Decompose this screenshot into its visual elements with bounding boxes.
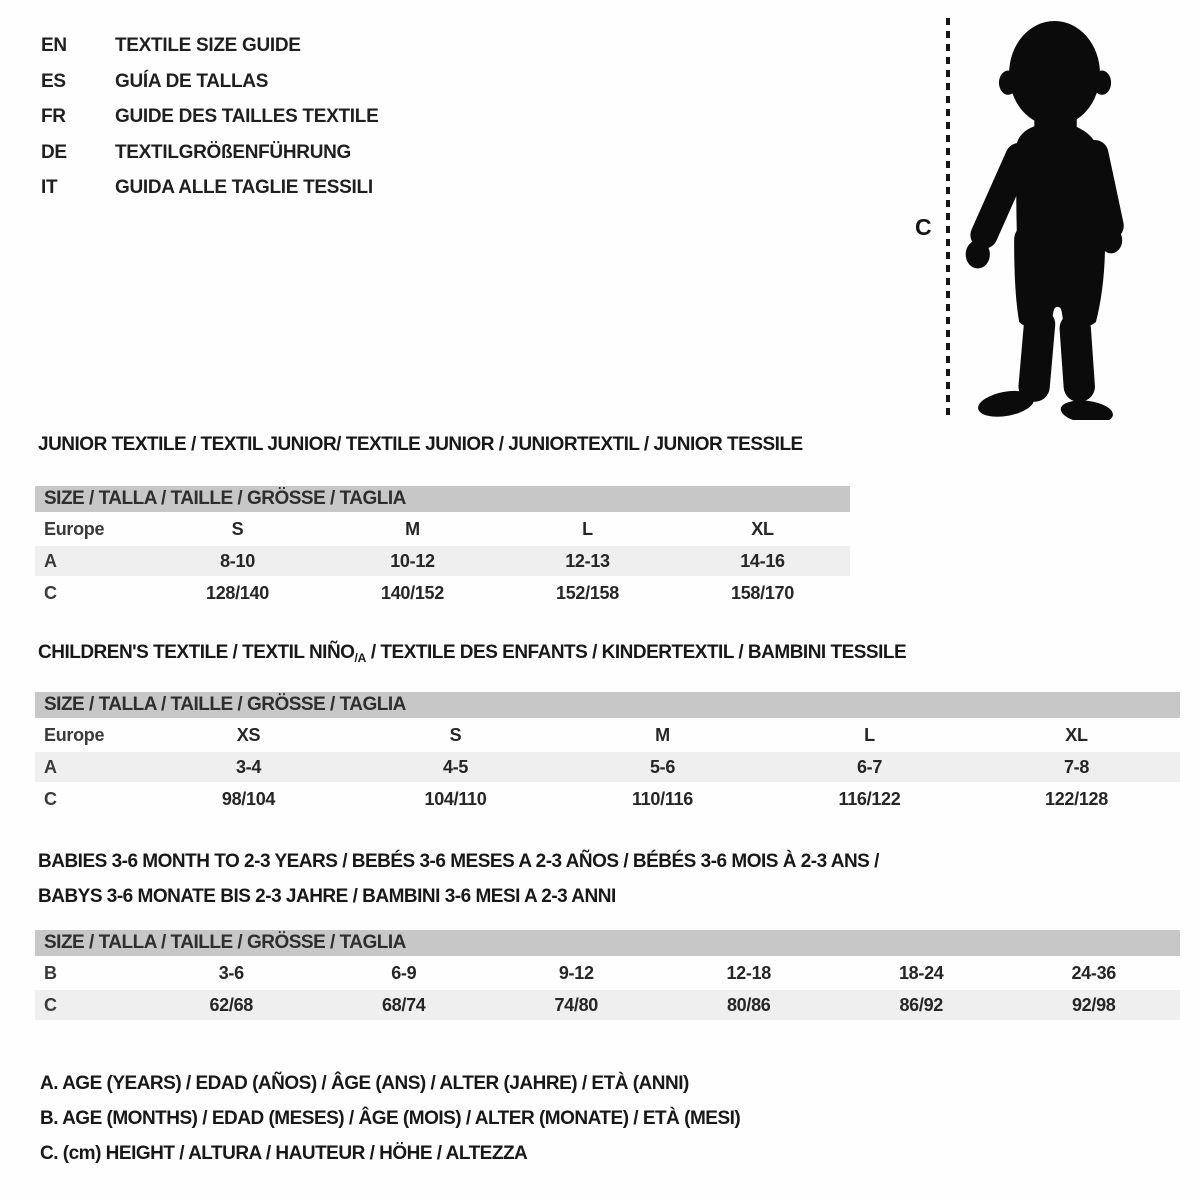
size-cell: S [449,724,462,745]
size-cell: 6-9 [391,962,417,983]
size-cell: 110/116 [632,788,693,809]
language-title: TEXTILGRÖßENFÜHRUNG [115,141,352,163]
legend-line-c: C. (cm) HEIGHT / ALTURA / HAUTEUR / HÖHE / ALTEZZA [40,1143,528,1164]
size-cell: 7-8 [1063,756,1090,777]
children-section-title [38,642,906,664]
language-title-list [41,28,378,206]
size-cell: 10-12 [390,550,435,571]
size-cell: 158/170 [731,582,794,603]
table-row [35,958,1180,988]
row-label: Europe [44,724,105,745]
row-label: C [44,994,57,1015]
size-header-label: SIZE / TALLA / TAILLE / GRÖSSE / TAGLIA [44,488,406,509]
children-title-sub: /A [354,651,367,665]
size-header-bar [35,486,850,512]
size-cell: XL [1065,724,1088,745]
language-title: GUÍA DE TALLAS [115,70,269,92]
language-title: TEXTILE SIZE GUIDE [115,35,301,56]
language-code: FR [41,106,66,127]
size-cell: L [582,518,593,539]
size-cell: M [655,724,670,745]
babies-section-title-line2: BABYS 3-6 MONATE BIS 2-3 JAHRE / BAMBINI 3-6 MESI A 2-3 ANNI [38,886,616,907]
row-label: A [44,756,57,777]
size-cell: 122/128 [1045,788,1108,809]
row-label: C [44,582,57,603]
language-row-es [41,64,378,100]
language-row-de [41,135,378,171]
baby-silhouette [962,16,1142,420]
children-size-table [35,692,1180,814]
language-row-fr [41,99,378,135]
size-cell: S [231,518,244,539]
row-label: A [44,550,57,571]
size-cell: 68/74 [381,994,426,1015]
size-header-bar [35,692,1180,718]
size-cell: 12-18 [726,962,772,983]
table-row [35,990,1180,1020]
size-cell: XS [236,724,261,745]
size-cell: XL [751,518,774,539]
size-cell: 6-7 [856,756,883,777]
size-cell: 62/68 [209,994,254,1015]
babies-size-table [35,930,1180,1020]
size-cell: 3-4 [235,756,262,777]
row-label: C [44,788,57,809]
height-measure-dashed-line [946,18,950,416]
size-cell: 116/122 [838,788,901,809]
measurement-legend [40,1066,740,1171]
size-header-label: SIZE / TALLA / TAILLE / GRÖSSE / TAGLIA [44,694,406,715]
children-title-post: / TEXTILE DES ENFANTS / KINDERTEXTIL / BAMBINI TESSILE [366,642,907,663]
height-measure-label: C [915,214,932,240]
size-cell: 24-36 [1071,962,1117,983]
size-cell: 92/98 [1071,994,1116,1015]
babies-section-title-line1: BABIES 3-6 MONTH TO 2-3 YEARS / BEBÉS 3-6 MESES A 2-3 AÑOS / BÉBÉS 3-6 MOIS À 2-3 ANS / [38,851,879,872]
size-cell: 80/86 [726,994,771,1015]
size-cell: 18-24 [898,962,944,983]
language-title: GUIDE DES TAILLES TEXTILE [115,106,379,127]
size-cell: 4-5 [442,756,469,777]
size-cell: 140/152 [381,582,444,603]
table-row [35,578,850,608]
size-cell: L [864,724,875,745]
language-code: EN [41,35,67,56]
table-row [35,546,850,576]
junior-section-title: JUNIOR TEXTILE / TEXTIL JUNIOR/ TEXTILE JUNIOR / JUNIORTEXTIL / JUNIOR TESSILE [38,434,803,455]
size-cell: 98/104 [221,788,276,809]
size-cell: 86/92 [899,994,944,1015]
size-cell: 128/140 [206,582,269,603]
table-row [35,752,1180,782]
language-code: IT [41,177,58,198]
language-code: ES [41,70,66,92]
size-cell: 104/110 [424,788,487,809]
language-row-en [41,28,378,64]
table-row [35,784,1180,814]
children-title-pre: CHILDREN'S TEXTILE / TEXTIL NIÑO [38,642,355,663]
table-row [35,514,850,544]
size-cell: 14-16 [740,550,785,571]
language-title: GUIDA ALLE TAGLIE TESSILI [115,177,373,198]
size-header-label: SIZE / TALLA / TAILLE / GRÖSSE / TAGLIA [44,932,406,953]
size-cell: 74/80 [554,994,599,1015]
size-cell: 8-10 [220,550,255,571]
size-header-bar [35,930,1180,956]
language-code: DE [41,141,67,163]
row-label: Europe [44,518,105,539]
size-cell: 152/158 [556,582,619,603]
size-cell: M [405,518,420,539]
size-cell: 9-12 [558,962,594,983]
size-cell: 3-6 [218,962,244,983]
junior-size-table [35,486,850,608]
legend-line-b: B. AGE (MONTHS) / EDAD (MESES) / ÂGE (MOIS) / ALTER (MONATE) / ETÀ (MESI) [40,1108,741,1129]
legend-line-a: A. AGE (YEARS) / EDAD (AÑOS) / ÂGE (ANS) / ALTER (JAHRE) / ETÀ (ANNI) [40,1073,689,1094]
language-row-it [41,170,378,206]
row-label: B [44,962,57,983]
table-row [35,720,1180,750]
size-cell: 12-13 [565,550,610,571]
size-cell: 5-6 [649,756,676,777]
